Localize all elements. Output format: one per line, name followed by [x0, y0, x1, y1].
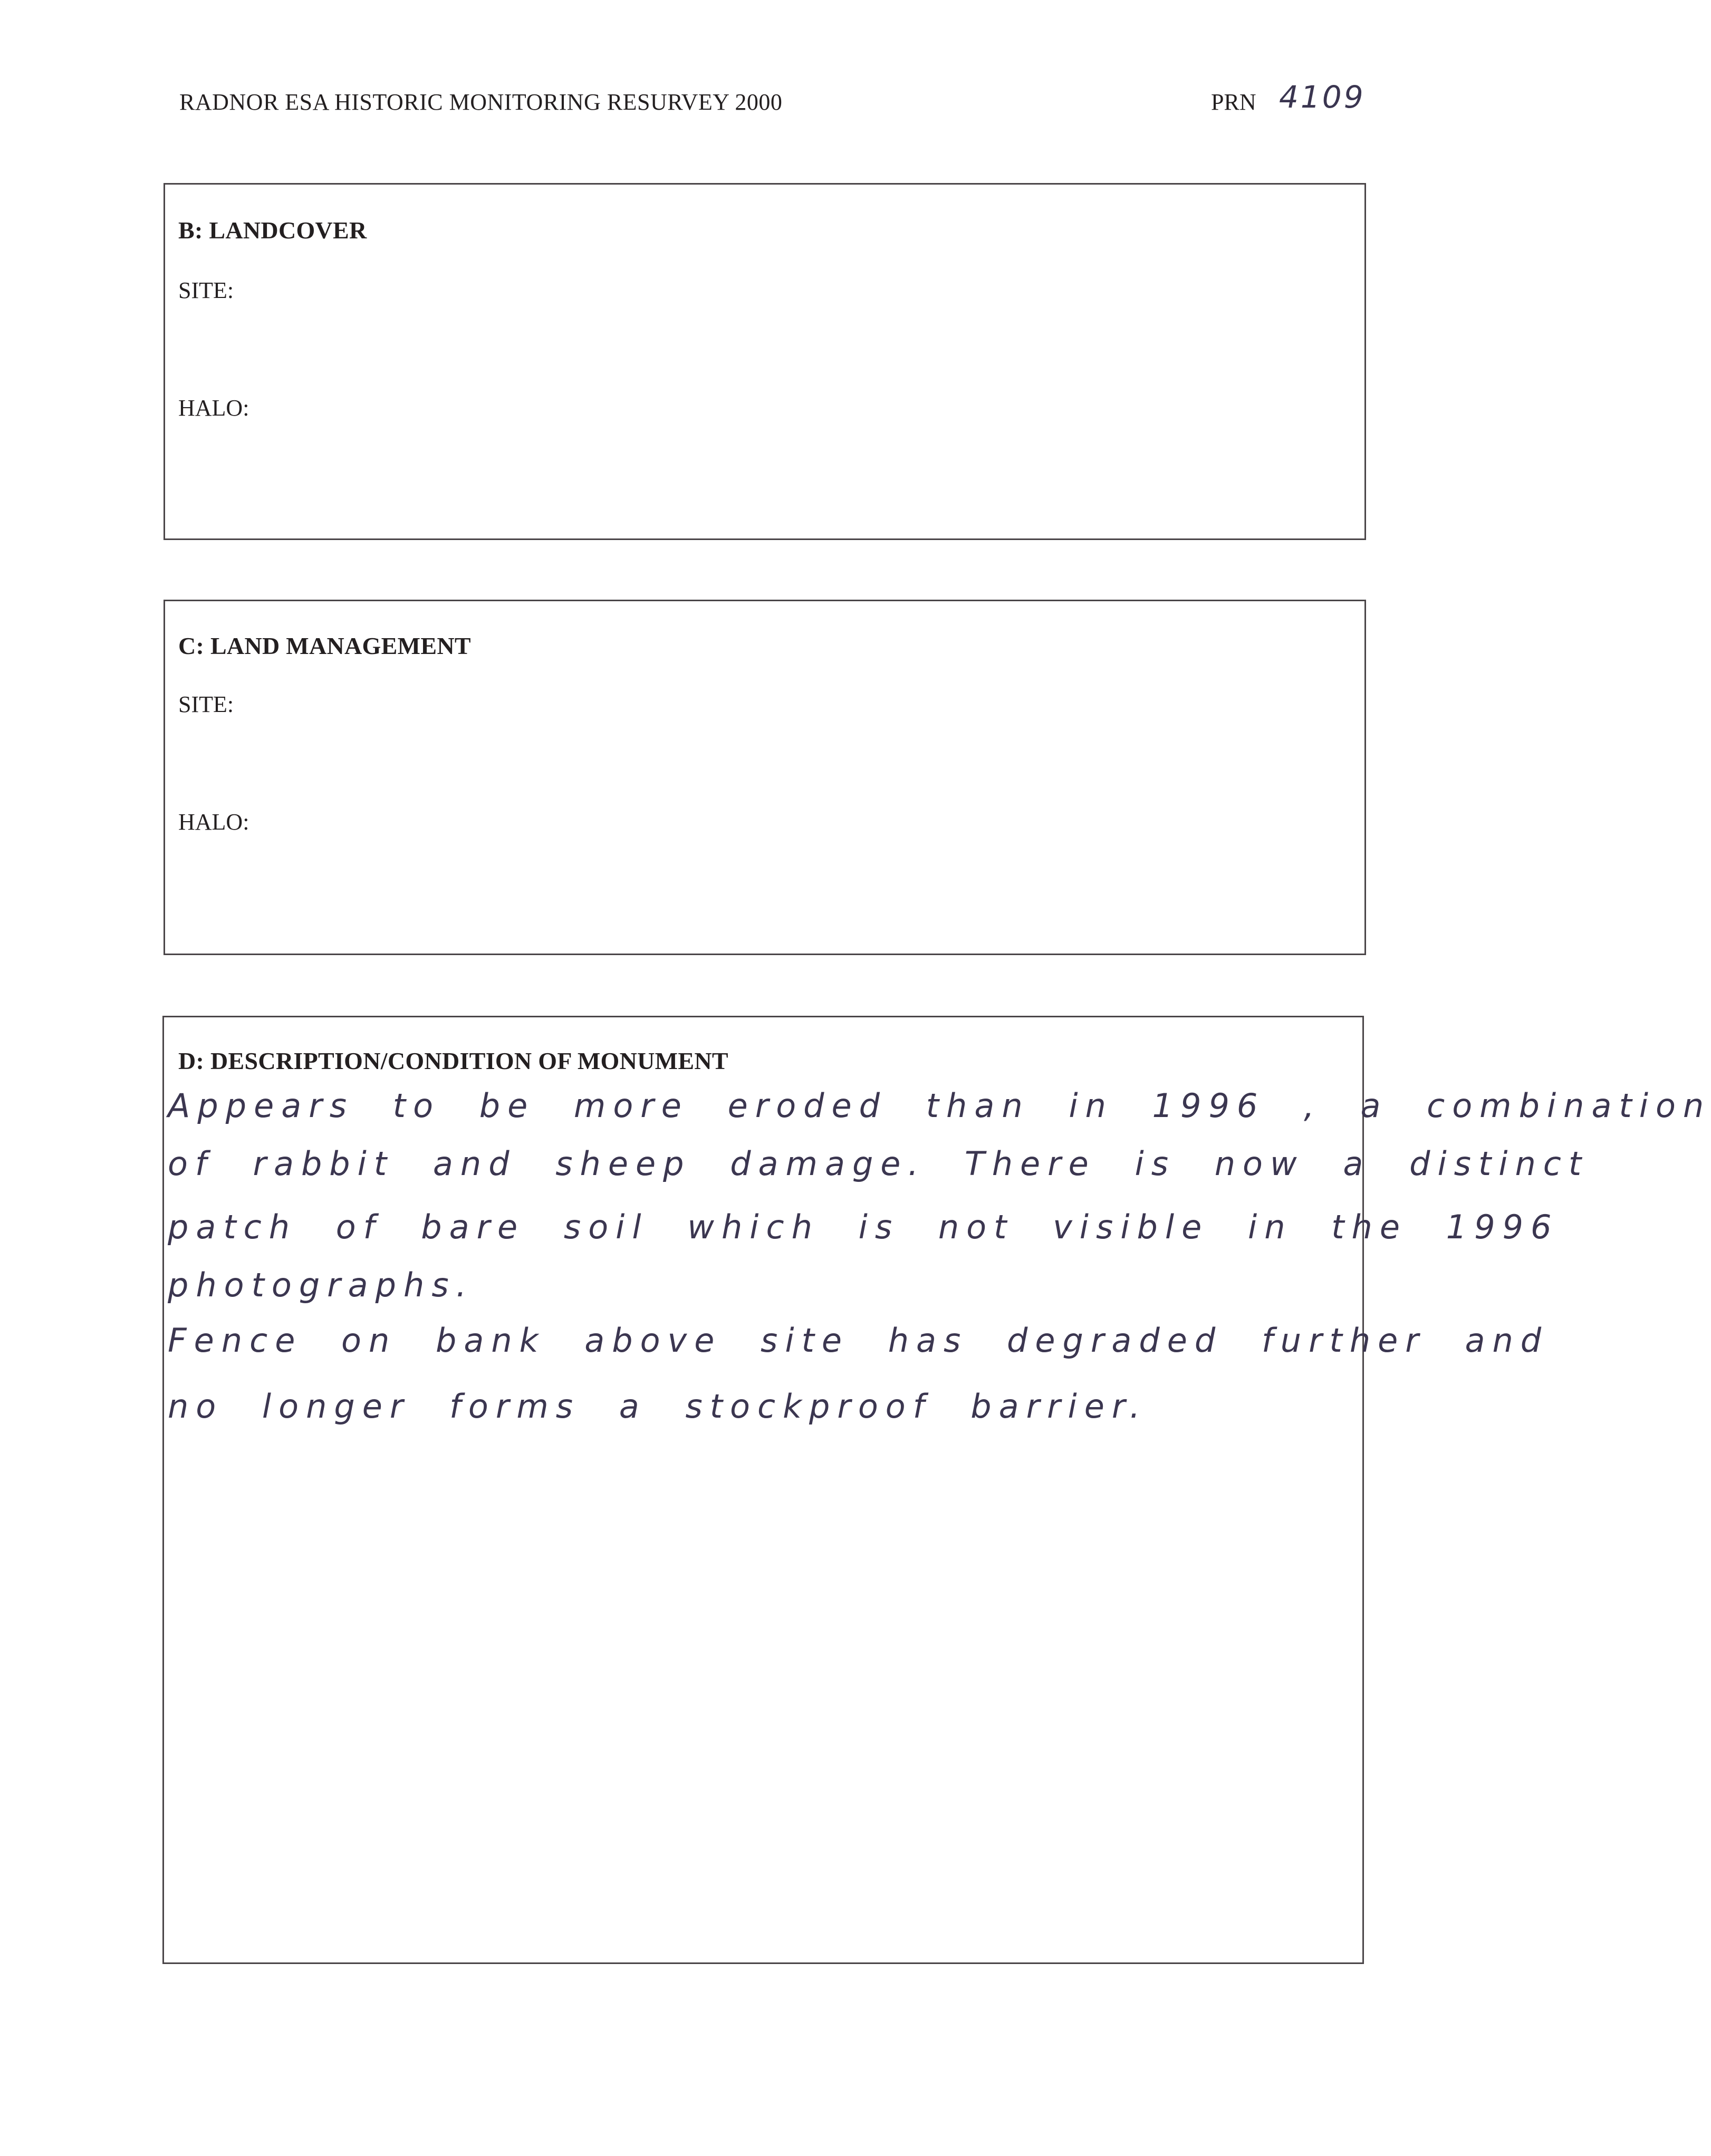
land-management-heading: C: LAND MANAGEMENT	[178, 632, 471, 659]
handwritten-line: patch of bare soil which is not visible in the 1996	[168, 1208, 1559, 1246]
landcover-site-label: SITE:	[178, 277, 234, 303]
landcover-halo-label: HALO:	[178, 395, 249, 421]
handwritten-line: photographs.	[168, 1266, 474, 1304]
handwritten-line: Appears to be more eroded than in 1996 , a combination	[168, 1086, 1711, 1125]
description-heading: D: DESCRIPTION/CONDITION OF MONUMENT	[178, 1047, 728, 1074]
landcover-heading: B: LANDCOVER	[178, 217, 367, 244]
prn-label: PRN	[1211, 89, 1256, 115]
land-management-halo-label: HALO:	[178, 809, 249, 835]
prn-value: 4109	[1279, 79, 1366, 115]
land-management-site-label: SITE:	[178, 691, 234, 717]
handwritten-line: no longer forms a stockproof barrier.	[168, 1387, 1148, 1426]
form-title: RADNOR ESA HISTORIC MONITORING RESURVEY 2000	[179, 89, 783, 115]
handwritten-line: of rabbit and sheep damage. There is now a distinct	[168, 1144, 1589, 1183]
handwritten-line: Fence on bank above site has degraded further and	[168, 1321, 1549, 1360]
